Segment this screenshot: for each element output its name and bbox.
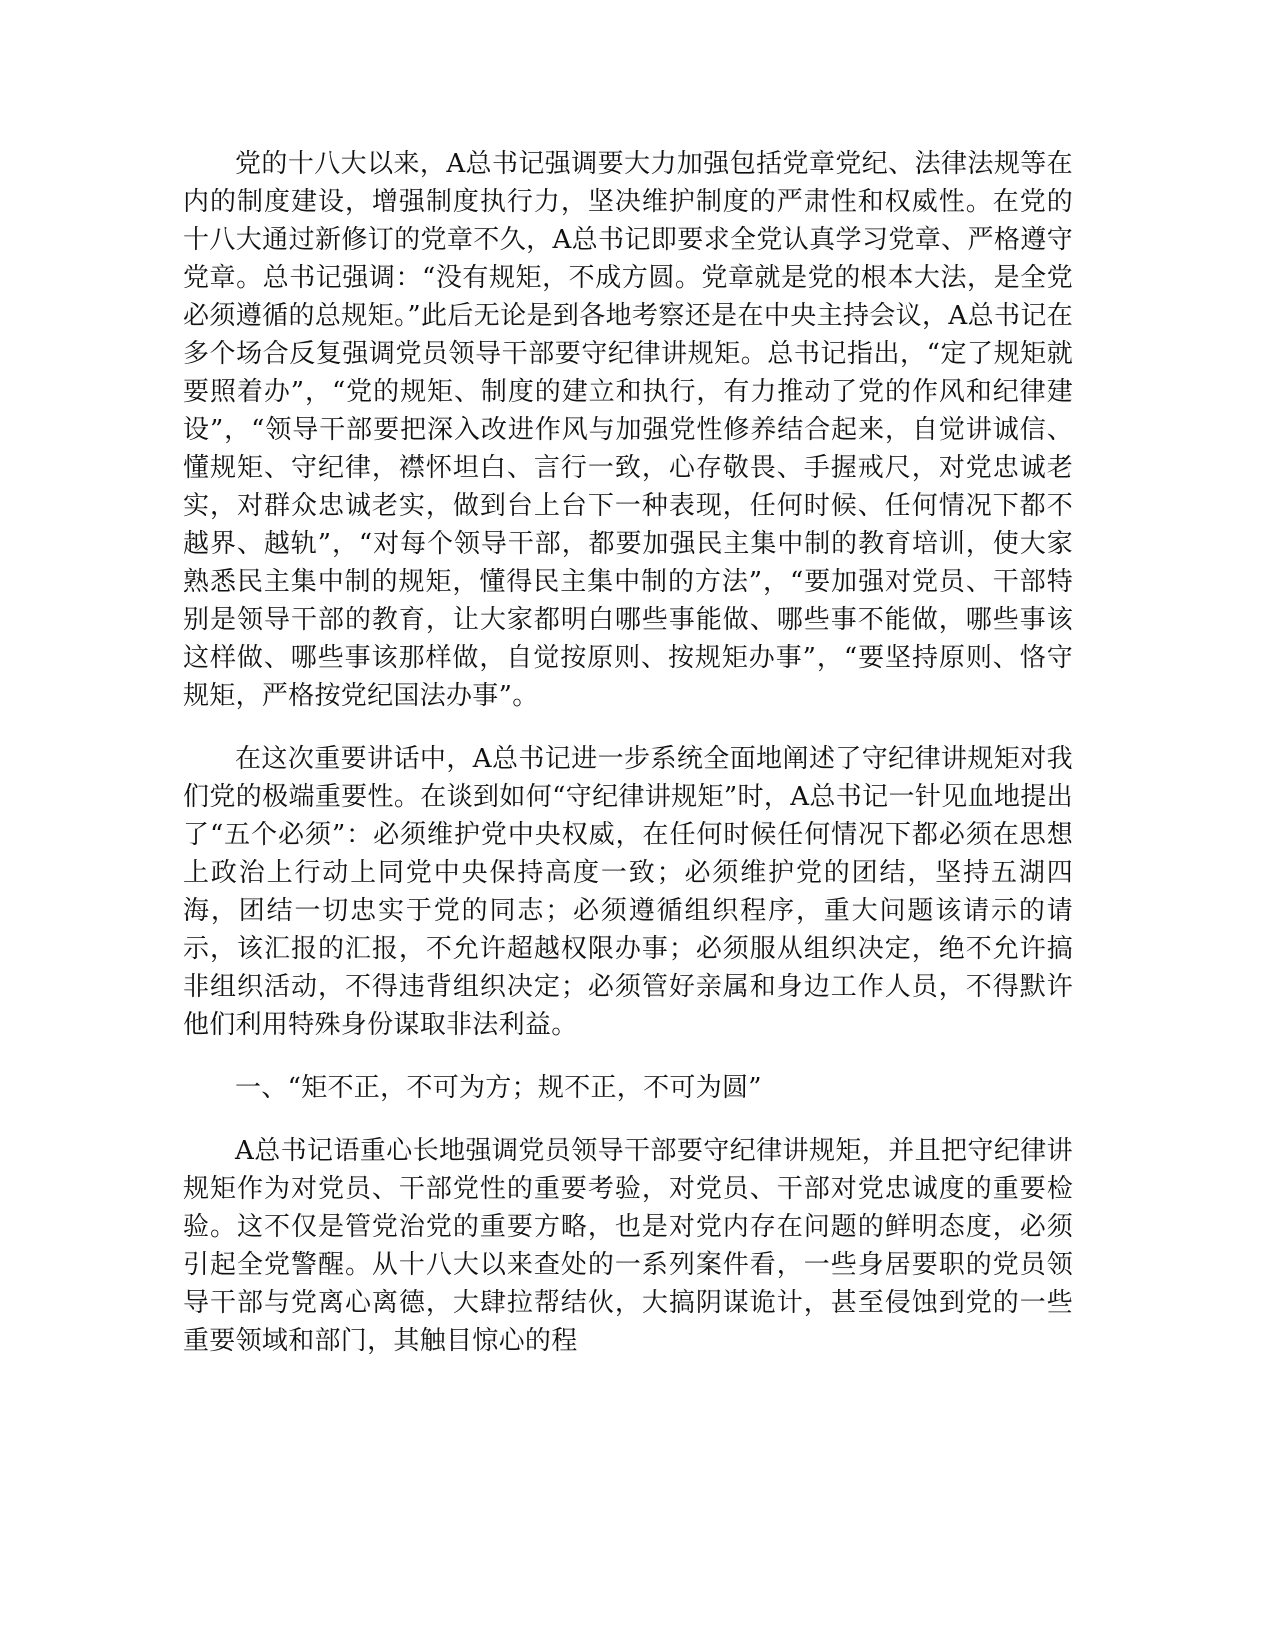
paragraph-3: A总书记语重心长地强调党员领导干部要守纪律讲规矩，并且把守纪律讲规矩作为对党员、干部党性的重要考验，对党员、干部对党忠诚度的重要检验。这不仅是管党治党的重要方略，也是对党内存在问题的鲜明态度，必须引起全党警醒。从十八大以来查处的一系列案件看，一些身居要职的党员领导干部与党离心离德，大肆拉帮结伙，大搞阴谋诡计，甚至侵蚀到党的一些重要领域和部门，其触目惊心的程 [183,1136,1073,1356]
document-page [183,145,1073,1385]
paragraph-1: 党的十八大以来，A总书记强调要大力加强包括党章党纪、法律法规等在内的制度建设，增强制度执行力，坚决维护制度的严肃性和权威性。在党的十八大通过新修订的党章不久，A总书记即要求全党认真学习党章、严格遵守党章。总书记强调：“没有规矩，不成方圆。党章就是党的根本大法，是全党必须遵循的总规矩。”此后无论是到各地考察还是在中央主持会议，A总书记在多个场合反复强调党员领导干部要守纪律讲规矩。总书记指出，“定了规矩就要照着办”，“党的规矩、制度的建立和执行，有力推动了党的作风和纪律建设”，“领导干部要把深入改进作风与加强党性修养结合起来，自觉讲诚信、懂规矩、守纪律，襟怀坦白、言行一致，心存敬畏、手握戒尺，对党忠诚老实，对群众忠诚老实，做到台上台下一种表现，任何时候、任何情况下都不越界、越轨”，“对每个领导干部，都要加强民主集中制的教育培训，使大家熟悉民主集中制的规矩，懂得民主集中制的方法”，“要加强对党员、干部特别是领导干部的教育，让大家都明白哪些事能做、哪些事不能做，哪些事该这样做、哪些事该那样做，自觉按原则、按规矩办事”，“要坚持原则、恪守规矩，严格按党纪国法办事”。 [183,149,1073,711]
section-heading: 一、“矩不正，不可为方；规不正，不可为圆” [235,1073,762,1103]
paragraph-2: 在这次重要讲话中，A总书记进一步系统全面地阐述了守纪律讲规矩对我们党的极端重要性。在谈到如何“守纪律讲规矩”时，A总书记一针见血地提出了“五个必须”：必须维护党中央权威，在任何时候任何情况下都必须在思想上政治上行动上同党中央保持高度一致；必须维护党的团结，坚持五湖四海，团结一切忠实于党的同志；必须遵循组织程序，重大问题该请示的请示，该汇报的汇报，不允许超越权限办事；必须服从组织决定，绝不允许搞非组织活动，不得违背组织决定；必须管好亲属和身边工作人员，不得默许他们利用特殊身份谋取非法利益。 [183,744,1073,1040]
